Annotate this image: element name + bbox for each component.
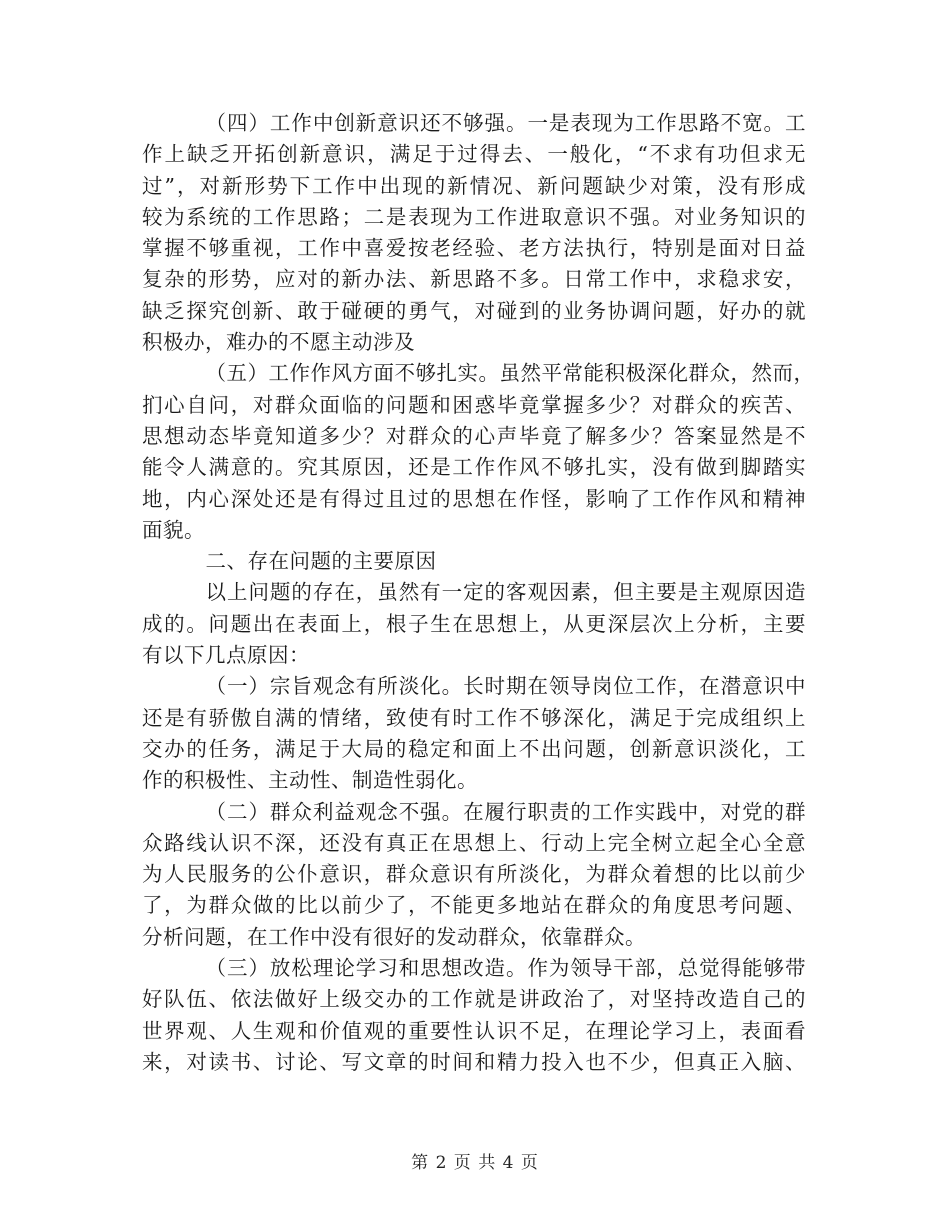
text-line: 复杂的形势，应对的新办法、新思路不多。日常工作中，求稳求安， (142, 267, 806, 292)
text-line: 有以下几点原因： (142, 643, 310, 668)
text-line: （二）群众利益观念不强。在履行职责的工作实践中，对党的群 (205, 799, 806, 824)
text-line: 作上缺乏开拓创新意识，满足于过得去、一般化，“不求有功但求无 (142, 142, 806, 167)
text-line: 积极办，难办的不愿主动涉及 (142, 330, 415, 355)
text-line: 来，对读书、讨论、写文章的时间和精力投入也不少，但真正入脑、 (142, 1049, 806, 1074)
text-line: 地，内心深处还是有得过且过的思想在作怪，影响了工作作风和精神 (142, 486, 806, 511)
text-line: （五）工作作风方面不够扎实。虽然平常能积极深化群众，然而， (205, 361, 815, 386)
page-number-footer: 第 2 页 共 4 页 (411, 1153, 539, 1173)
text-line: 成的。问题出在表面上，根子生在思想上，从更深层次上分析，主要 (142, 611, 806, 636)
text-line: 缺乏探究创新、敢于碰硬的勇气，对碰到的业务协调问题，好办的就 (142, 298, 806, 323)
text-line: 还是有骄傲自满的情绪，致使有时工作不够深化，满足于完成组织上 (142, 705, 806, 730)
text-line: （四）工作中创新意识还不够强。一是表现为工作思路不宽。工 (205, 111, 806, 135)
text-line: 以上问题的存在，虽然有一定的客观因素，但主要是主观原因造 (205, 580, 806, 605)
text-line: 交办的任务，满足于大局的稳定和面上不出问题，创新意识淡化，工 (142, 736, 806, 761)
text-line: 二、存在问题的主要原因 (205, 549, 437, 574)
text-line: 分析问题，在工作中没有很好的发动群众，依靠群众。 (142, 924, 646, 949)
text-line: 为人民服务的公仆意识，群众意识有所淡化，为群众着想的比以前少 (142, 862, 806, 887)
text-line: 众路线认识不深，还没有真正在思想上、行动上完全树立起全心全意 (142, 830, 806, 855)
text-line: 扪心自问，对群众面临的问题和困惑毕竟掌握多少？对群众的疾苦、 (142, 392, 806, 417)
text-line: 过”，对新形势下工作中出现的新情况、新问题缺少对策，没有形成 (142, 173, 806, 198)
text-line: 作的积极性、主动性、制造性弱化。 (142, 768, 478, 793)
text-line: （一）宗旨观念有所淡化。长时期在领导岗位工作，在潜意识中 (205, 674, 806, 699)
text-line: 面貌。 (142, 517, 205, 542)
text-line: 思想动态毕竟知道多少？对群众的心声毕竟了解多少？答案显然是不 (142, 423, 806, 448)
text-line: 能令人满意的。究其原因，还是工作作风不够扎实，没有做到脚踏实 (142, 455, 806, 480)
document-body (142, 108, 815, 1078)
text-line: 掌握不够重视，工作中喜爱按老经验、老方法执行，特别是面对日益 (142, 236, 806, 261)
text-line: 好队伍、依法做好上级交办的工作就是讲政治了，对坚持改造自己的 (142, 987, 806, 1012)
text-line: （三）放松理论学习和思想改造。作为领导干部，总觉得能够带 (205, 956, 806, 981)
text-line: 较为系统的工作思路；二是表现为工作进取意识不强。对业务知识的 (142, 204, 806, 229)
text-line: 世界观、人生观和价值观的重要性认识不足，在理论学习上，表面看 (142, 1018, 806, 1043)
text-line: 了，为群众做的比以前少了，不能更多地站在群众的角度思考问题、 (142, 893, 806, 918)
